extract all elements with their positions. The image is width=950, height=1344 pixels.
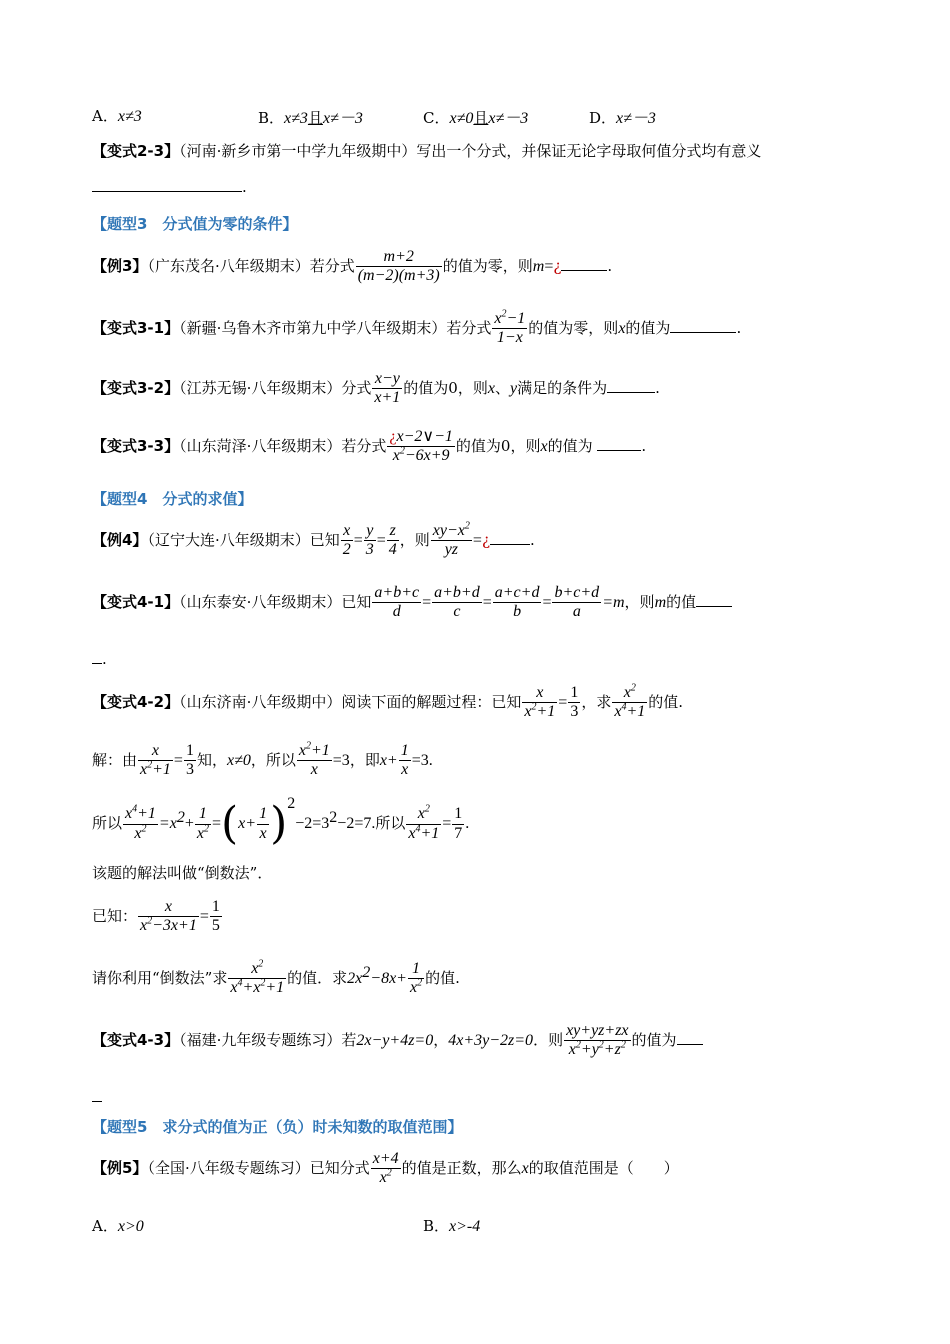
solution-line-3: 该题的解法叫做“倒数法”． bbox=[92, 864, 273, 882]
solution-line-5: 请你利用“倒数法”求 $\frac{x^2}{x^4+x^2+1}$ 的值．求$2x^2-8x+$ $\frac{1}{x^2}$ 的值. bbox=[92, 958, 460, 997]
option-a: A．x≠3 bbox=[92, 107, 142, 125]
solution-line-4: 已知： $\frac{x}{x^2-3x+1}$ = $\frac{1}{5}$ bbox=[92, 898, 220, 935]
option-d: D．x≠－3 bbox=[589, 109, 656, 127]
solution-line-1: 解：由 $\frac{x}{x^2+1}$ = $\frac{1}{3}$ 知，x≠0，所以 $\frac{x^2+1}{x}$ =3，即x+ $\frac{1}{x}$ =3. bbox=[92, 740, 433, 779]
question-v2-3: 【变式2-3】（河南·新乡市第一中学九年级期中）写出一个分式，并保证无论字母取何值分式均有意义 bbox=[92, 142, 762, 160]
example-5: 【例5】（全国·八年级专题练习）已知分式 $\frac{x+4}{x^2}$ 的值是正数，那么x的取值范围是（ ） bbox=[92, 1150, 679, 1187]
answer-line-v4-1: . bbox=[92, 650, 107, 668]
option-a-5: A．x>0 bbox=[92, 1217, 144, 1235]
option-c: C．x≠0且x≠－3 bbox=[423, 109, 529, 127]
option-b-5: B．x>-4 bbox=[423, 1217, 481, 1235]
question-v3-2: 【变式3-2】（江苏无锡·八年级期末）分式 $\frac{x-y}{x+1}$ 的值为0，则x、y满足的条件为 . bbox=[92, 370, 660, 407]
section-heading-5: 【题型5 求分式的值为正（负）时未知数的取值范围】 bbox=[92, 1118, 463, 1136]
question-v4-2: 【变式4-2】（山东济南·八年级期中）阅读下面的解题过程：已知 $\frac{x}{x^2+1}$ = $\frac{1}{3}$ ，求 $\frac{x^2}{x^4+1}$ 的值. bbox=[92, 682, 684, 721]
question-v4-1: 【变式4-1】（山东泰安·八年级期末）已知 $\frac{a+b+c}{d}$ = $\frac{a+b+d}{c}$ = $\frac{a+c+d}{b}$ = $\frac{b+c+d}{a}$ =m，则m的值 bbox=[92, 584, 732, 622]
example-3: 【例3】（广东茂名·八年级期末）若分式 $\frac{m+2}{(m-2)(m+3)}$ 的值为零，则m=¿ . bbox=[92, 248, 613, 285]
option-b: B．x≠3且x≠－3 bbox=[258, 109, 363, 127]
example-4: 【例4】（辽宁大连·八年级期末）已知 $\frac{x}{2}$ = $\frac{y}{3}$ = $\frac{z}{4}$ ，则 $\frac{xy-x^2}{yz}$ =¿ . bbox=[92, 520, 535, 559]
section-heading-4: 【题型4 分式的求值】 bbox=[92, 490, 253, 508]
question-v4-3: 【变式4-3】（福建·九年级专题练习）若2x−y+4z=0，4x+3y−2z=0．则 $\frac{xy+yz+zx}{x^2+y^2+z^2}$ 的值为 bbox=[92, 1022, 703, 1060]
solution-line-2: 所以 $\frac{x^4+1}{x^2}$ $=x^2+$ $\frac{1}{x^2}$ =(x+ $\frac{1}{x}$ )$^2-2=3^2-2=7$.所以 $\frac{x^2}{x^4+1}$ = $\frac{1}{7}$ . bbox=[92, 795, 470, 849]
section-heading-3: 【题型3 分式值为零的条件】 bbox=[92, 215, 298, 233]
question-v3-3: 【变式3-3】（山东菏泽·八年级期末）若分式 $\frac{¿x-2\vee-1}{x^2-6x+9}$ 的值为0，则x的值为 . bbox=[92, 428, 647, 465]
answer-line-v2-3: . bbox=[92, 178, 247, 196]
question-v3-1: 【变式3-1】（新疆·乌鲁木齐市第九中学八年级期末）若分式 $\frac{x^2-1}{1-x}$ 的值为零，则x的值为 . bbox=[92, 308, 742, 347]
answer-line-v4-3 bbox=[92, 1088, 102, 1106]
